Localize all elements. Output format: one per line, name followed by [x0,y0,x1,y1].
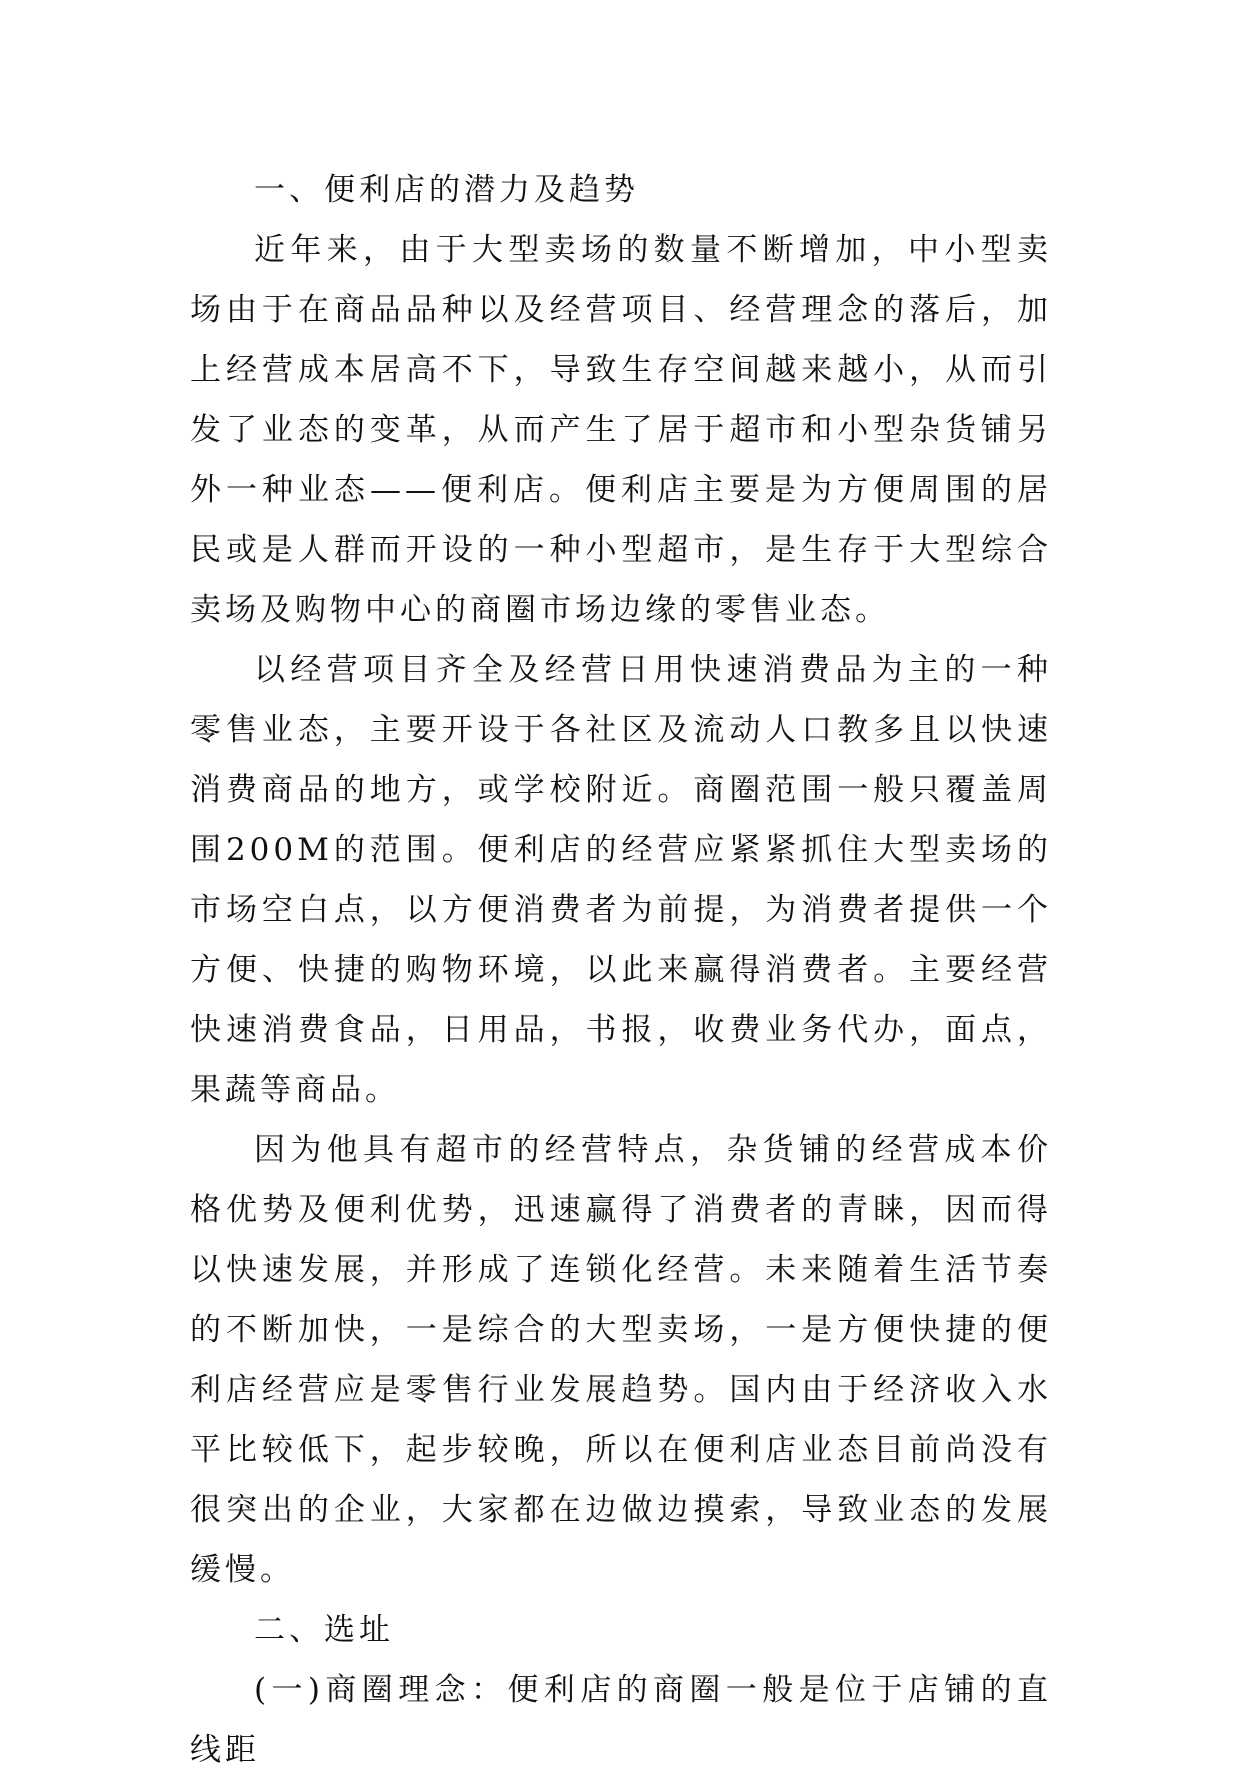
paragraph-1: 近年来，由于大型卖场的数量不断增加，中小型卖场由于在商品品种以及经营项目、经营理念的落后，加上经营成本居高不下，导致生存空间越来越小，从而引发了业态的变革，从而产生了居于超市和小型杂货铺另外一种业态——便利店。便利店主要是为方便周围的居民或是人群而开设的一种小型超市，是生存于大型综合卖场及购物中心的商圈市场边缘的零售业态。 [190,232,1052,628]
paragraph-4: (一)商圈理念：便利店的商圈一般是位于店铺的直线距 [190,1672,1052,1768]
document-body [190,160,1052,1780]
section-heading-2: 二、选址 [254,1612,394,1648]
section-heading-1: 一、便利店的潜力及趋势 [254,172,639,208]
paragraph-3: 因为他具有超市的经营特点，杂货铺的经营成本价格优势及便利优势，迅速赢得了消费者的青睐，因而得以快速发展，并形成了连锁化经营。未来随着生活节奏的不断加快，一是综合的大型卖场，一是方便快捷的便利店经营应是零售行业发展趋势。国内由于经济收入水平比较低下，起步较晚，所以在便利店业态目前尚没有很突出的企业，大家都在边做边摸索，导致业态的发展缓慢。 [190,1132,1052,1588]
paragraph-2: 以经营项目齐全及经营日用快速消费品为主的一种零售业态，主要开设于各社区及流动人口教多且以快速消费商品的地方，或学校附近。商圈范围一般只覆盖周围200M的范围。便利店的经营应紧紧抓住大型卖场的市场空白点，以方便消费者为前提，为消费者提供一个方便、快捷的购物环境，以此来赢得消费者。主要经营快速消费食品，日用品，书报，收费业务代办，面点，果蔬等商品。 [190,652,1052,1108]
